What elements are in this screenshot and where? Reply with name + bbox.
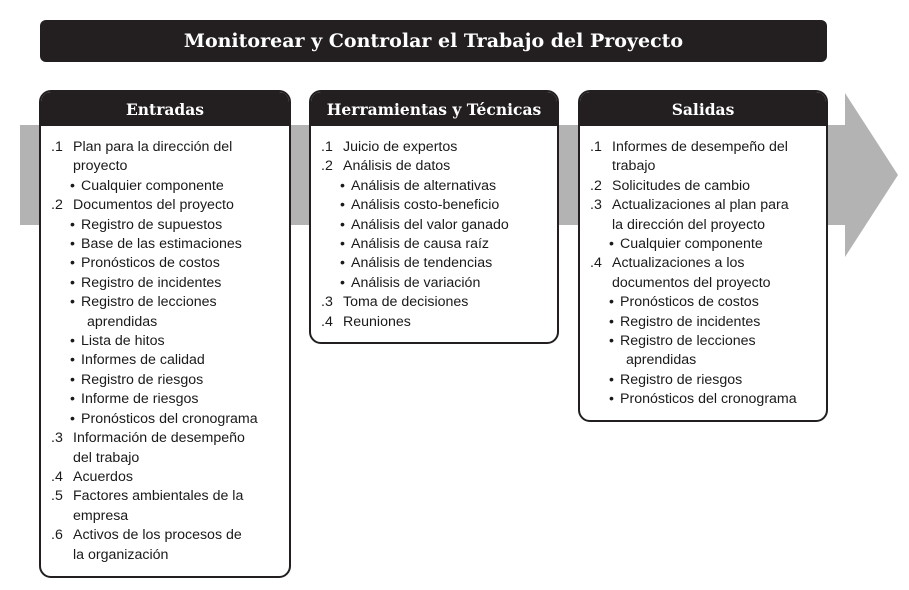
bullet-icon: • [70, 371, 75, 388]
sub-item [51, 177, 283, 196]
item-label: Plan para la dirección del [73, 139, 233, 155]
continuation-label: del trabajo [73, 449, 140, 466]
sub-item [51, 293, 283, 312]
continuation-label: la dirección del proyecto [612, 216, 765, 233]
continuation-label: aprendidas [626, 352, 697, 369]
continuation-label: aprendidas [87, 313, 158, 330]
item-label: Documentos del proyecto [73, 197, 234, 214]
sub-item-label: Pronósticos del cronograma [620, 391, 797, 408]
sub-item [51, 390, 283, 409]
tools-header: Herramientas y Técnicas [311, 92, 557, 126]
sub-item-label: Análisis de causa raíz [351, 236, 490, 253]
sub-item-label: Registro de riesgos [620, 371, 743, 388]
list-item [51, 429, 283, 448]
item-label: Factores ambientales de la [73, 488, 244, 505]
sub-item-label: Registro de supuestos [81, 216, 223, 233]
inputs-box [39, 90, 291, 578]
sub-item-label: Base de las estimaciones [81, 236, 242, 253]
bullet-icon: • [609, 371, 614, 388]
sub-item-label: Registro de incidentes [620, 313, 761, 330]
list-item [321, 157, 551, 176]
list-item [590, 177, 820, 196]
sub-item-label: Análisis costo-beneficio [351, 197, 500, 214]
sub-item-label: Registro de riesgos [81, 371, 204, 388]
item-number: .1 [51, 139, 63, 155]
list-item [51, 468, 283, 487]
sub-item-label: Registro de lecciones [81, 294, 217, 311]
bullet-icon: • [70, 391, 75, 408]
continuation-label: trabajo [612, 158, 656, 175]
sub-item-label: Informe de riesgos [81, 391, 199, 408]
item-number: .6 [51, 527, 63, 544]
list-item [321, 138, 551, 157]
continuation-label: proyecto [73, 158, 128, 175]
sub-item [51, 216, 283, 235]
bullet-icon: • [70, 177, 75, 194]
bullet-icon: • [609, 333, 614, 350]
bullet-icon: • [340, 255, 345, 272]
bullet-icon: • [340, 177, 345, 194]
item-number: .2 [321, 158, 333, 175]
sub-item-label: Análisis de variación [351, 274, 481, 291]
bullet-icon: • [609, 236, 614, 253]
item-label: Análisis de datos [343, 158, 451, 175]
list-item [321, 313, 551, 332]
bullet-icon: • [70, 410, 75, 427]
bullet-icon: • [609, 294, 614, 311]
sub-item [51, 332, 283, 351]
item-label: Actualizaciones a los [612, 255, 745, 272]
item-number: .2 [590, 177, 602, 194]
bullet-icon: • [70, 274, 75, 291]
continuation-label: la organización [73, 546, 169, 563]
item-continuation [590, 157, 820, 176]
sub-item [51, 235, 283, 254]
bullet-icon: • [70, 294, 75, 311]
continuation-label: documentos del proyecto [612, 274, 771, 291]
item-number: .5 [51, 488, 63, 505]
sub-item-label: Análisis del valor ganado [351, 216, 509, 233]
list-item [590, 254, 820, 273]
bullet-icon: • [340, 274, 345, 291]
item-label: Toma de decisiones [343, 294, 469, 311]
item-label: Activos de los procesos de [73, 527, 242, 544]
sub-item-label: Registro de lecciones [620, 333, 756, 350]
sub-item [590, 293, 820, 312]
sub-item [590, 332, 820, 351]
bullet-icon: • [609, 391, 614, 408]
item-number: .1 [590, 139, 602, 155]
tools-box [309, 90, 559, 344]
item-label: Juicio de expertos [343, 139, 458, 155]
bullet-icon: • [70, 216, 75, 233]
list-item [51, 526, 283, 545]
bullet-icon: • [70, 255, 75, 272]
inputs-list [41, 126, 289, 575]
outputs-header: Salidas [580, 92, 826, 126]
outputs-list [580, 126, 826, 420]
item-label: Informes de desempeño del [612, 139, 788, 155]
sub-item [590, 390, 820, 409]
sub-item [321, 274, 551, 293]
list-item [51, 196, 283, 215]
bullet-icon: • [609, 313, 614, 330]
item-number: .3 [51, 430, 63, 447]
bullet-icon: • [70, 236, 75, 253]
item-number: .3 [590, 197, 602, 214]
item-label: Actualizaciones al plan para [612, 197, 789, 214]
sub-item [51, 274, 283, 293]
sub-item [321, 177, 551, 196]
bullet-icon: • [340, 197, 345, 214]
sub-item-label: Registro de incidentes [81, 274, 222, 291]
sub-item-label: Lista de hitos [81, 333, 165, 350]
item-number: .4 [590, 255, 602, 272]
sub-item [321, 235, 551, 254]
outputs-box [578, 90, 828, 422]
list-item [590, 196, 820, 215]
item-continuation [51, 449, 283, 468]
item-label: Solicitudes de cambio [612, 177, 751, 194]
item-number: .3 [321, 294, 333, 311]
item-label: Reuniones [343, 313, 411, 330]
list-item [51, 138, 283, 157]
list-item [590, 138, 820, 157]
item-continuation [51, 507, 283, 526]
bullet-icon: • [70, 352, 75, 369]
sub-item-label: Cualquier componente [620, 236, 763, 253]
sub-item-label: Pronósticos del cronograma [81, 410, 258, 427]
sub-item-label: Cualquier componente [81, 177, 224, 194]
item-continuation [51, 313, 283, 332]
sub-item [590, 235, 820, 254]
item-number: .1 [321, 139, 333, 155]
inputs-header: Entradas [41, 92, 289, 126]
item-continuation [590, 351, 820, 370]
tools-list [311, 126, 557, 342]
sub-item [51, 254, 283, 273]
sub-item-label: Informes de calidad [81, 352, 205, 369]
sub-item-label: Análisis de alternativas [351, 177, 497, 194]
list-item [321, 293, 551, 312]
sub-item [321, 196, 551, 215]
item-label: Información de desempeño [73, 430, 245, 447]
sub-item-label: Pronósticos de costos [81, 255, 220, 272]
sub-item [51, 351, 283, 370]
sub-item-label: Pronósticos de costos [620, 294, 759, 311]
bullet-icon: • [70, 333, 75, 350]
sub-item [51, 371, 283, 390]
item-continuation [590, 274, 820, 293]
item-number: .4 [51, 468, 63, 485]
item-continuation [51, 157, 283, 176]
sub-item [590, 313, 820, 332]
bullet-icon: • [340, 236, 345, 253]
list-item [51, 487, 283, 506]
bullet-icon: • [340, 216, 345, 233]
item-number: .4 [321, 313, 333, 330]
sub-item [321, 254, 551, 273]
sub-item [321, 216, 551, 235]
item-label: Acuerdos [73, 468, 133, 485]
item-number: .2 [51, 197, 63, 214]
process-title: Monitorear y Controlar el Trabajo del Proyecto [40, 20, 827, 62]
continuation-label: empresa [73, 507, 129, 524]
sub-item-label: Análisis de tendencias [351, 255, 493, 272]
sub-item [51, 410, 283, 429]
item-continuation [51, 546, 283, 565]
sub-item [590, 371, 820, 390]
item-continuation [590, 216, 820, 235]
